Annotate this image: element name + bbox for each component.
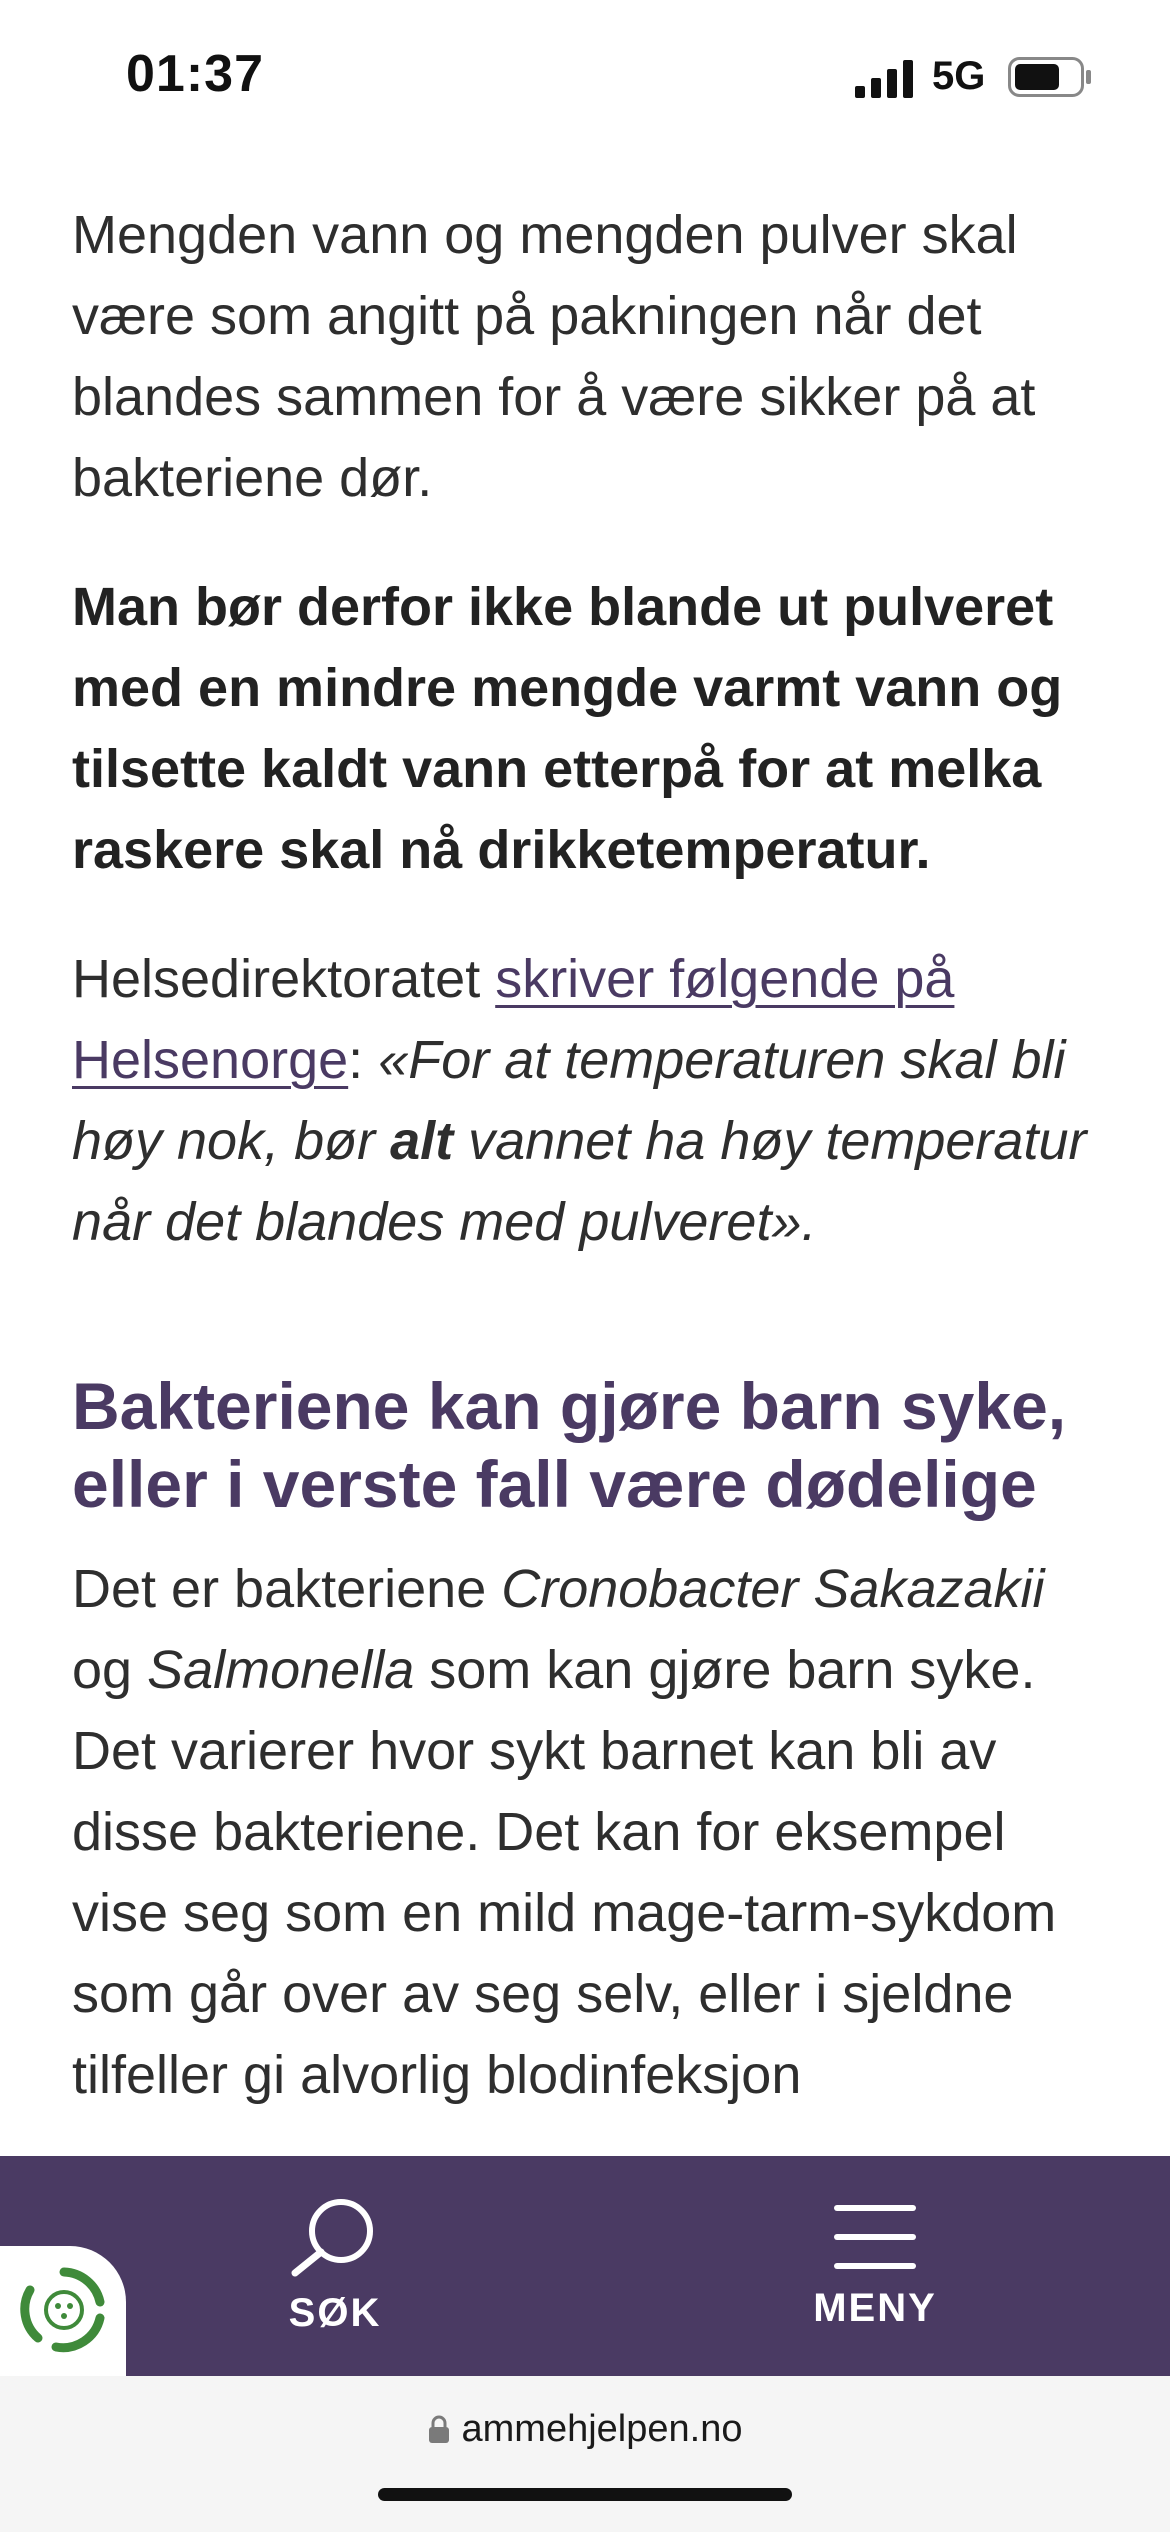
- url-text: ammehjelpen.no: [461, 2408, 743, 2450]
- cellular-signal-icon: [855, 60, 915, 98]
- hamburger-menu-icon: [833, 2202, 917, 2272]
- bottom-navigation: [0, 2156, 1170, 2376]
- quote-emphasis: alt: [390, 1111, 454, 1171]
- colon-text: :: [348, 1030, 379, 1090]
- status-time: 01:37: [126, 45, 264, 103]
- bacteria-name-salmonella: Salmonella: [147, 1640, 415, 1700]
- paragraph-helsedirektoratet: [72, 939, 1102, 1263]
- lock-icon: [428, 2414, 450, 2444]
- url-container: [0, 2408, 1170, 2451]
- helsenorge-link[interactable]: skriver følgende på Helsenorge: [72, 949, 955, 1090]
- bacteria-text-3: som kan gjøre barn syke. Det varierer hvor sykt barnet kan bli av disse bakteriene. Det kan for eksempel vise seg som en mild mage-tarm-sykdom som går over av seg selv, eller i sjeldne tilfeller gi alvorlig blodinfeksjon: [72, 1640, 1057, 2105]
- network-type: 5G: [932, 54, 986, 98]
- home-indicator[interactable]: [378, 2488, 792, 2501]
- quote-start: «For at temperaturen skal bli høy nok, bør: [72, 1030, 1066, 1171]
- section-heading: Bakteriene kan gjøre barn syke, eller i verste fall være dødelige: [72, 1369, 1067, 1521]
- paragraph-mixing-amount: Mengden vann og mengden pulver skal være som angitt på pakningen når det blandes sammen for å være sikker på at bakteriene dør.: [72, 205, 1036, 508]
- paragraph-lead-text: Helsedirektoratet: [72, 949, 496, 1009]
- menu-label: MENY: [813, 2285, 937, 2330]
- article-content: [72, 195, 1102, 2164]
- ammehjelpen-logo-icon: [16, 2262, 112, 2358]
- menu-button[interactable]: [780, 2156, 970, 2376]
- paragraph-warning: Man bør derfor ikke blande ut pulveret med en mindre mengde varmt vann og tilsette kaldt vann etterpå for at melka raskere skal nå drikketemperatur.: [72, 577, 1063, 880]
- battery-icon: [1008, 57, 1092, 97]
- bacteria-name-cronobacter: Cronobacter Sakazakii: [501, 1559, 1045, 1619]
- search-button[interactable]: [240, 2156, 430, 2376]
- quote-end: vannet ha høy temperatur når det blandes med pulveret».: [72, 1111, 1087, 1252]
- browser-address-bar[interactable]: [0, 2376, 1170, 2532]
- search-label: SØK: [288, 2290, 382, 2335]
- bacteria-text-1: Det er bakteriene: [72, 1559, 502, 1619]
- logo-badge[interactable]: [0, 2246, 126, 2376]
- paragraph-bacteria: [72, 1549, 1102, 2116]
- bacteria-text-2: og: [72, 1640, 148, 1700]
- search-icon: [285, 2197, 385, 2277]
- status-bar: [0, 0, 1170, 160]
